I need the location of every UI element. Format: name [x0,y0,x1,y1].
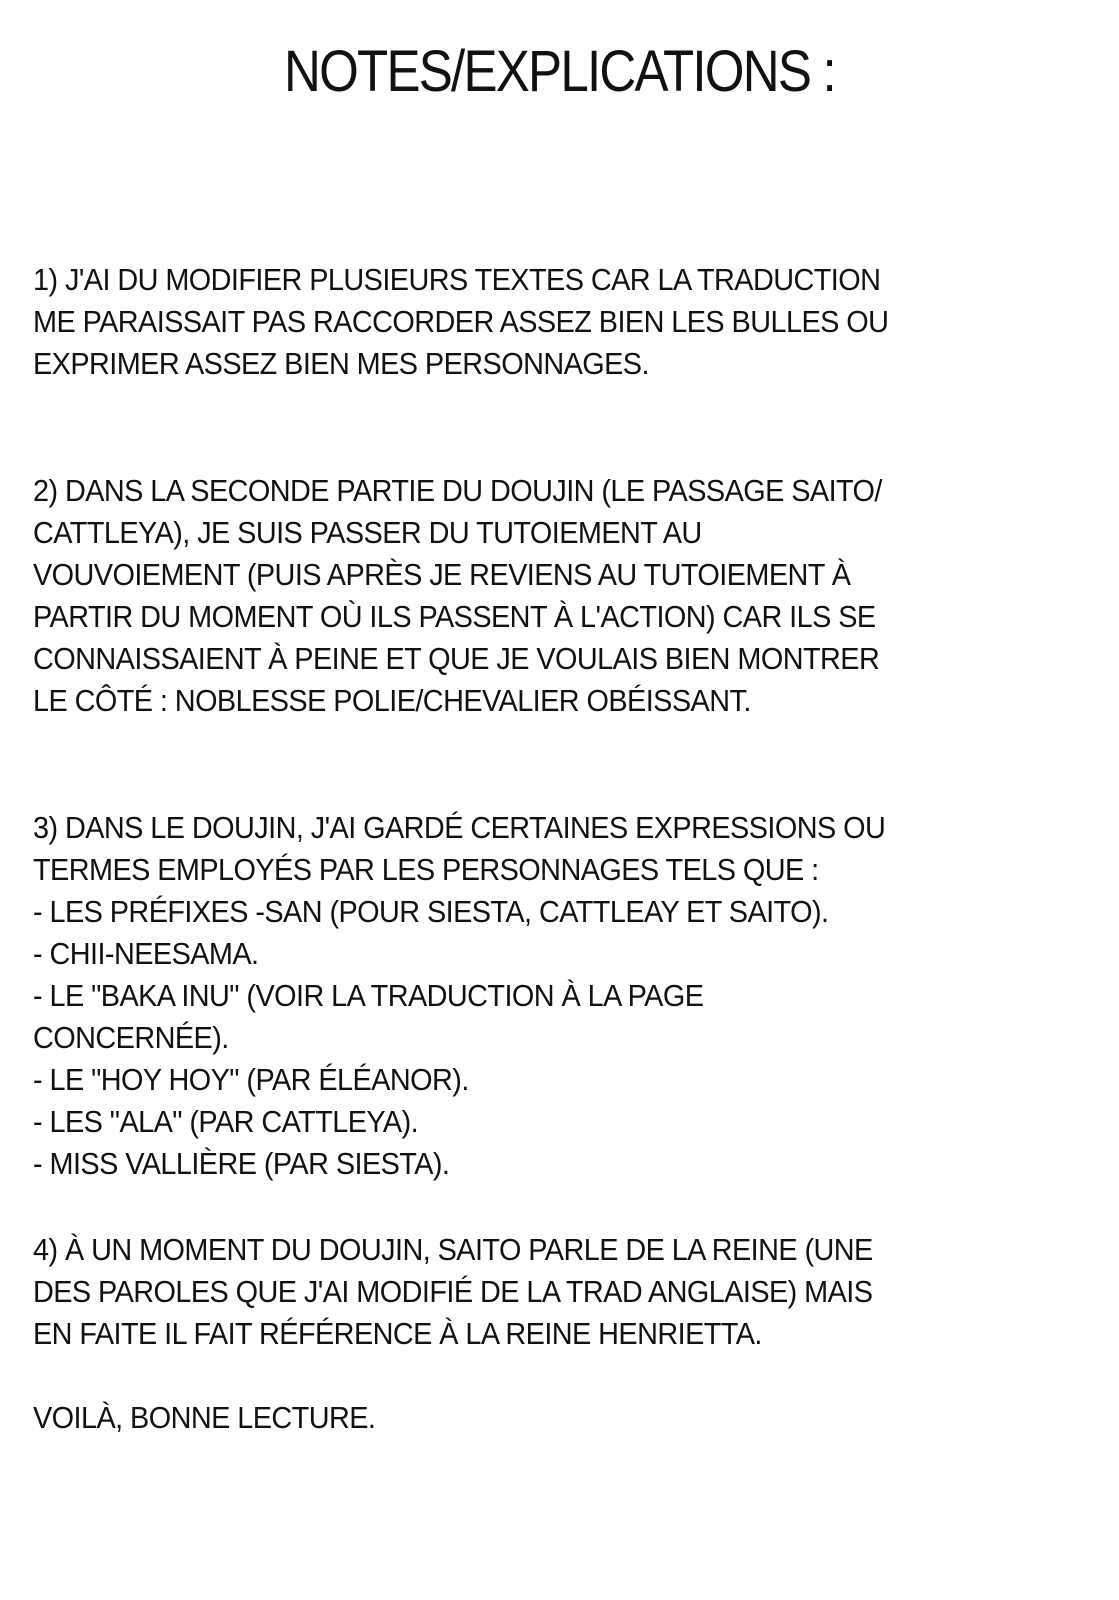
note-line: ME PARAISSAIT PAS RACCORDER ASSEZ BIEN LES BULLES OU [33,304,889,339]
note-line: - LE "BAKA INU" (VOIR LA TRADUCTION À LA PAGE [33,978,704,1013]
note-line: 4) À UN MOMENT DU DOUJIN, SAITO PARLE DE LA REINE (UNE [33,1232,873,1267]
note-2 [33,470,1028,722]
note-line: DES PAROLES QUE J'AI MODIFIÉ DE LA TRAD ANGLAISE) MAIS [33,1274,873,1309]
note-line: EN FAITE IL FAIT RÉFÉRENCE À LA REINE HENRIETTA. [33,1316,762,1351]
note-4 [33,1229,1028,1355]
note-line: - CHII-NEESAMA. [33,936,259,971]
note-line: EXPRIMER ASSEZ BIEN MES PERSONNAGES. [33,346,649,381]
note-line: CONCERNÉE). [33,1020,229,1055]
note-line: CONNAISSAIENT À PEINE ET QUE JE VOULAIS BIEN MONTRER [33,641,880,676]
note-1 [33,259,1028,385]
note-line: TERMES EMPLOYÉS PAR LES PERSONNAGES TELS QUE : [33,852,819,887]
note-line: - LES PRÉFIXES -SAN (POUR SIESTA, CATTLEAY ET SAITO). [33,894,829,929]
note-line: LE CÔTÉ : NOBLESSE POLIE/CHEVALIER OBÉISSANT. [33,683,751,718]
note-line: - LES "ALA" (PAR CATTLEYA). [33,1104,419,1139]
note-line: 1) J'AI DU MODIFIER PLUSIEURS TEXTES CAR LA TRADUCTION [33,262,881,297]
closing-text: VOILÀ, BONNE LECTURE. [33,1400,376,1435]
note-line: - LE "HOY HOY" (PAR ÉLÉANOR). [33,1062,469,1097]
note-line: CATTLEYA), JE SUIS PASSER DU TUTOIEMENT AU [33,515,702,550]
note-3 [33,807,1028,1185]
note-line: 2) DANS LA SECONDE PARTIE DU DOUJIN (LE PASSAGE SAITO/ [33,473,882,508]
note-line: 3) DANS LE DOUJIN, J'AI GARDÉ CERTAINES EXPRESSIONS OU [33,810,886,845]
note-line: - MISS VALLIÈRE (PAR SIESTA). [33,1146,450,1181]
page-title: NOTES/EXPLICATIONS : [284,39,835,104]
note-line: VOUVOIEMENT (PUIS APRÈS JE REVIENS AU TUTOIEMENT À [33,557,851,592]
closing-line [33,1397,1028,1439]
note-line: PARTIR DU MOMENT OÙ ILS PASSENT À L'ACTION) CAR ILS SE [33,599,876,634]
